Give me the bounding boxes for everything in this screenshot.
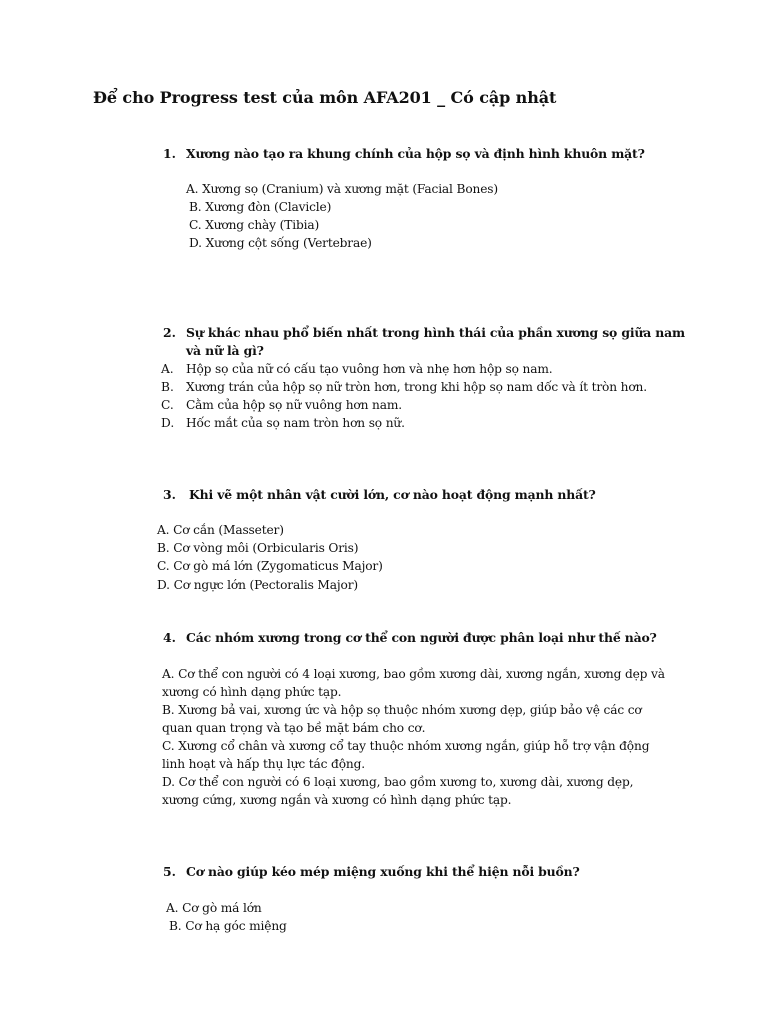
question-3-option-c: C. Cơ gò má lớn (Zygomaticus Major) [157, 559, 383, 573]
question-5-text: Cơ nào giúp kéo mép miệng xuống khi thể hiện nỗi buồn? [186, 864, 580, 879]
question-1-text: Xương nào tạo ra khung chính của hộp sọ và định hình khuôn mặt? [186, 146, 645, 161]
question-1-number: 1. [163, 146, 176, 161]
question-4-text: Các nhóm xương trong cơ thể con người được phân loại như thế nào? [186, 630, 657, 645]
question-1-option-b: B. Xương đòn (Clavicle) [189, 200, 332, 214]
question-4-option-line-8: xương cứng, xương ngắn và xương có hình dạng phức tạp. [162, 793, 512, 807]
question-1-option-d: D. Xương cột sống (Vertebrae) [189, 236, 372, 250]
question-2-text-line-1: Sự khác nhau phổ biến nhất trong hình thái của phần xương sọ giữa nam [186, 325, 685, 340]
question-2-option-c: Cằm của hộp sọ nữ vuông hơn nam. [186, 398, 402, 412]
question-2-option-a: Hộp sọ của nữ có cấu tạo vuông hơn và nhẹ hơn hộp sọ nam. [186, 362, 553, 376]
question-2-number: 2. [163, 325, 176, 340]
question-1-option-c: C. Xương chày (Tibia) [189, 218, 320, 232]
question-4-option-line-2: xương có hình dạng phức tạp. [162, 685, 342, 699]
question-4-option-line-3: B. Xương bả vai, xương ức và hộp sọ thuộc nhóm xương dẹp, giúp bảo vệ các cơ [162, 703, 642, 717]
question-5-option-a: A. Cơ gò má lớn [166, 901, 262, 915]
question-3-option-a: A. Cơ cắn (Masseter) [157, 523, 284, 537]
question-5-number: 5. [163, 864, 176, 879]
question-4-option-line-1: A. Cơ thể con người có 4 loại xương, bao gồm xương dài, xương ngắn, xương dẹp và [162, 667, 665, 681]
question-3-number: 3. [163, 487, 176, 502]
question-2-letter-c: C. [161, 398, 174, 412]
question-2-option-d: Hốc mắt của sọ nam tròn hơn sọ nữ. [186, 416, 405, 430]
question-4-option-line-4: quan quan trọng và tạo bề mặt bám cho cơ. [162, 721, 426, 735]
question-2-text-line-2: và nữ là gì? [186, 343, 264, 358]
question-1-option-a: A. Xương sọ (Cranium) và xương mặt (Facial Bones) [186, 182, 498, 196]
question-3-option-d: D. Cơ ngực lớn (Pectoralis Major) [157, 578, 358, 592]
document-title: Để cho Progress test của môn AFA201 _ Có cập nhật [93, 88, 557, 107]
question-3-text: Khi vẽ một nhân vật cười lớn, cơ nào hoạt động mạnh nhất? [189, 487, 596, 502]
question-5-option-b: B. Cơ hạ góc miệng [169, 919, 287, 933]
question-4-option-line-5: C. Xương cổ chân và xương cổ tay thuộc nhóm xương ngắn, giúp hỗ trợ vận động [162, 739, 650, 753]
question-4-option-line-6: linh hoạt và hấp thụ lực tác động. [162, 757, 365, 771]
question-2-letter-a: A. [161, 362, 174, 376]
question-2-option-b: Xương trán của hộp sọ nữ tròn hơn, trong khi hộp sọ nam dốc và ít tròn hơn. [186, 380, 647, 394]
question-2-letter-b: B. [161, 380, 174, 394]
question-4-number: 4. [163, 630, 176, 645]
question-3-option-b: B. Cơ vòng môi (Orbicularis Oris) [157, 541, 359, 555]
question-4-option-line-7: D. Cơ thể con người có 6 loại xương, bao gồm xương to, xương dài, xương dẹp, [162, 775, 634, 789]
question-2-letter-d: D. [161, 416, 175, 430]
